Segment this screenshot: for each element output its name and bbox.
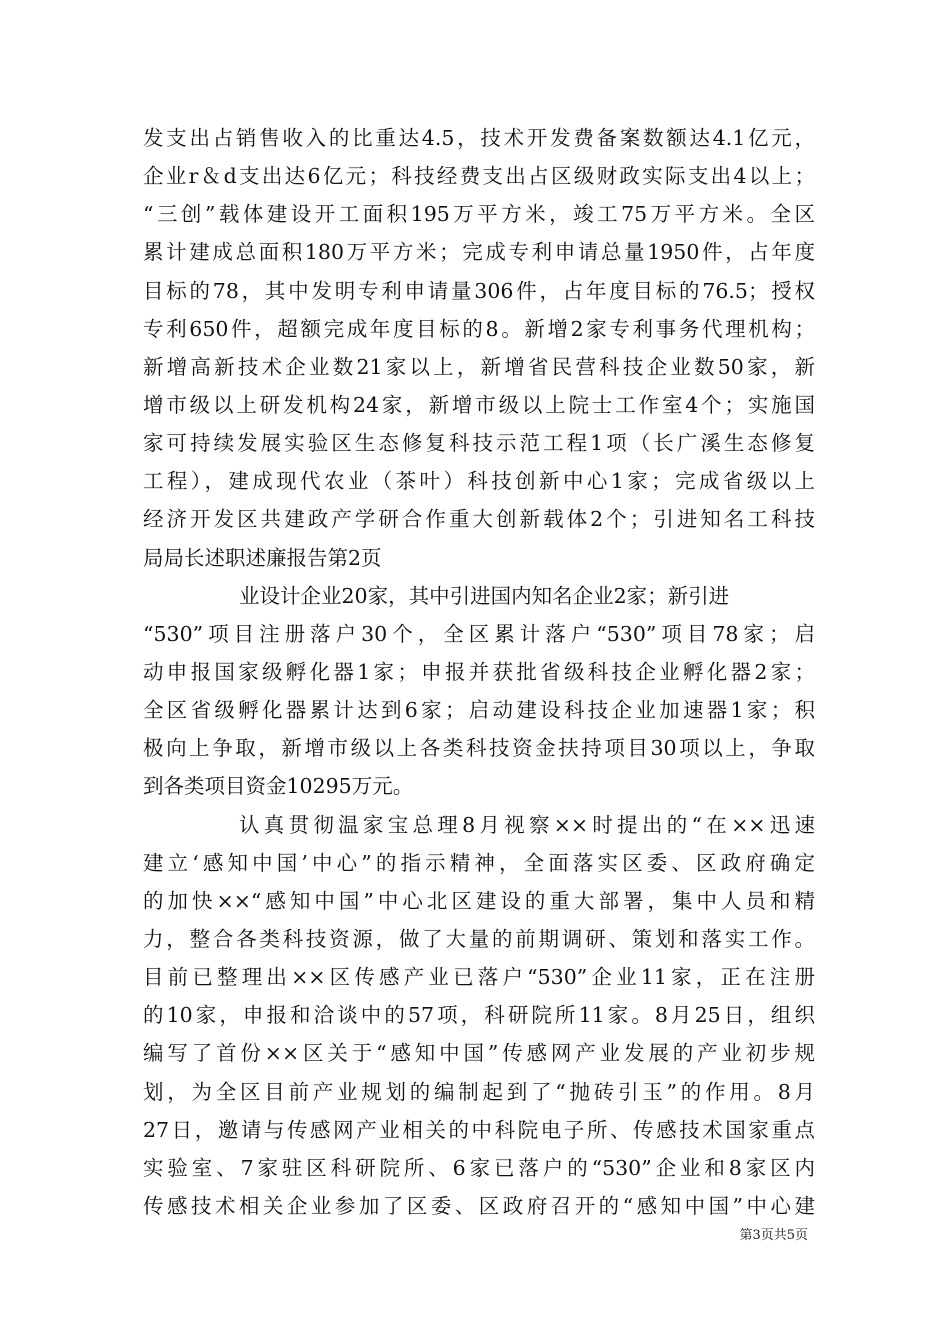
text-line: 力，整合各类科技资源，做了大量的前期调研、策划和落实工作。: [143, 927, 815, 951]
page-number: 第3页共5页: [739, 1228, 808, 1243]
text-line: 目标的78，其中发明专利申请量306件，占年度目标的76.5；授权: [143, 279, 815, 303]
text-line: 目前已整理出××区传感产业已落户“530”企业11家，正在注册: [143, 965, 815, 989]
text-line: 企业r＆d支出达6亿元；科技经费支出占区级财政实际支出4以上；: [143, 164, 815, 188]
text-line: 经济开发区共建政产学研合作重大创新载体2个；引进知名工科技: [143, 507, 815, 531]
text-line: 到各类项目资金10295万元。: [143, 774, 414, 798]
text-line: 全区省级孵化器累计达到6家；启动建设科技企业加速器1家；积: [143, 698, 815, 722]
text-line: 动申报国家级孵化器1家；申报并获批省级科技企业孵化器2家；: [143, 660, 815, 684]
text-line: 业设计企业20家，其中引进国内知名企业2家；新引进: [239, 584, 730, 608]
text-line: “三创”载体建设开工面积195万平方米，竣工75万平方米。全区: [143, 202, 815, 226]
text-line: 建立‘感知中国’中心”的指示精神，全面落实区委、区政府确定: [143, 851, 815, 875]
text-line: 极向上争取，新增市级以上各类科技资金扶持项目30项以上，争取: [143, 736, 815, 760]
text-line: 累计建成总面积180万平方米；完成专利申请总量1950件，占年度: [143, 240, 815, 264]
text-line: 家可持续发展实验区生态修复科技示范工程1项（长广溪生态修复: [143, 431, 815, 455]
text-line: 发支出占销售收入的比重达4.5，技术开发费备案数额达4.1亿元，: [143, 126, 815, 150]
text-line: 新增高新技术企业数21家以上，新增省民营科技企业数50家，新: [143, 355, 815, 379]
text-line: 工程），建成现代农业（茶叶）科技创新中心1家；完成省级以上: [143, 469, 815, 493]
text-line: “530”项目注册落户30个，全区累计落户“530”项目78家；启: [143, 622, 815, 646]
text-line: 增市级以上研发机构24家，新增市级以上院士工作室4个；实施国: [143, 393, 815, 417]
text-line: 划，为全区目前产业规划的编制起到了“抛砖引玉”的作用。8月: [143, 1080, 815, 1104]
text-line: 编写了首份××区关于“感知中国”传感网产业发展的产业初步规: [143, 1041, 815, 1065]
text-line: 的加快××“感知中国”中心北区建设的重大部署，集中人员和精: [143, 889, 815, 913]
text-line: 传感技术相关企业参加了区委、区政府召开的“感知中国”中心建: [143, 1194, 815, 1218]
text-line: 专利650件，超额完成年度目标的8。新增2家专利事务代理机构；: [143, 317, 815, 341]
text-line: 27日，邀请与传感网产业相关的中科院电子所、传感技术国家重点: [143, 1118, 815, 1142]
text-line: 实验室、7家驻区科研院所、6家已落户的“530”企业和8家区内: [143, 1156, 815, 1180]
text-line: 局局长述职述廉报告第2页: [143, 546, 382, 570]
text-line: 的10家，申报和洽谈中的57项，科研院所11家。8月25日，组织: [143, 1003, 815, 1027]
text-line: 认真贯彻温家宝总理8月视察××时提出的“在××迅速: [239, 813, 815, 837]
